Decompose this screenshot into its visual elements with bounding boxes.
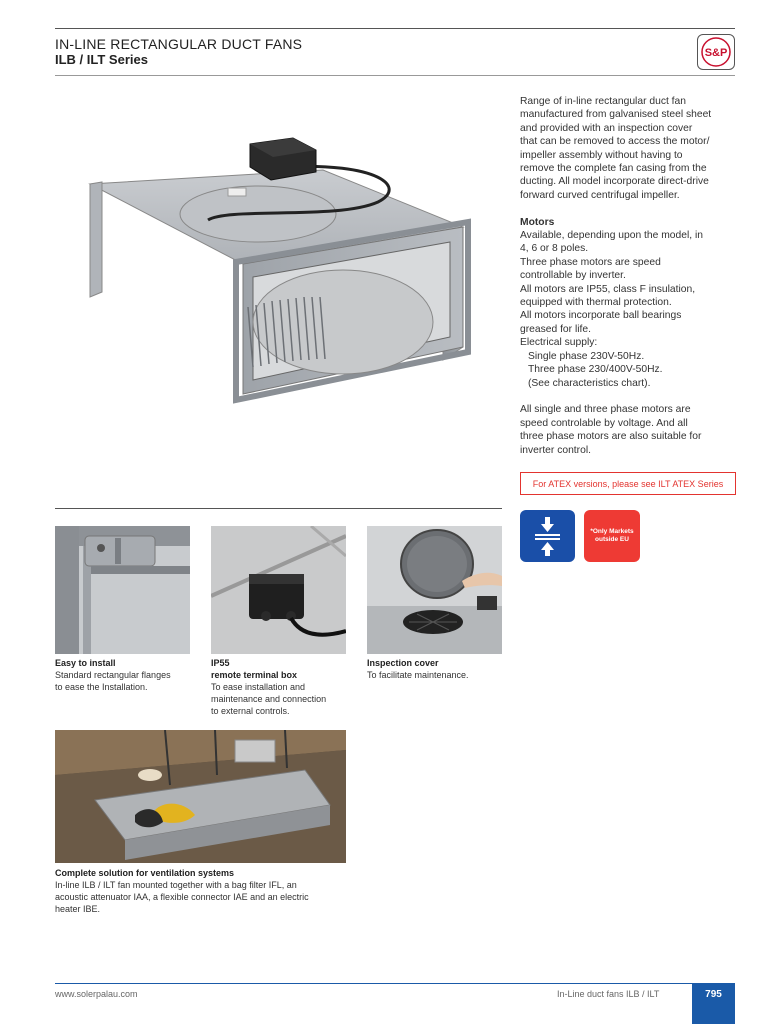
feature-text: To facilitate maintenance. — [367, 670, 469, 680]
closing-line: inverter control. — [520, 444, 591, 456]
supply-line: Three phase 230/400V-50Hz. — [528, 364, 663, 376]
section-rule — [55, 508, 502, 509]
supply-line: (See characteristics chart). — [528, 377, 651, 389]
feature-text: maintenance and connection — [211, 694, 327, 704]
motors-line: All motors are IP55, class F insulation, — [520, 283, 696, 295]
feature-caption-cover — [367, 657, 517, 681]
motors-line: Electrical supply: — [520, 337, 598, 349]
solution-text: acoustic attenuator IAA, a flexible connector IAE and an electric — [55, 892, 309, 902]
inspection-cover-photo — [367, 526, 502, 654]
feature-caption-install — [55, 657, 205, 693]
solution-title: Complete solution for ventilation systems — [55, 868, 235, 878]
footer-rule — [55, 983, 692, 984]
feature-subtitle: remote terminal box — [211, 670, 298, 680]
motors-line: Available, depending upon the model, in — [520, 230, 704, 242]
markets-badge: *Only Markets outside EU — [584, 510, 640, 562]
compact-arrows-icon — [520, 510, 575, 562]
solution-text: heater IBE. — [55, 904, 101, 914]
intro-line: that can be removed to access the motor/ — [520, 136, 710, 148]
motors-heading: Motors — [520, 216, 555, 228]
feature-title: IP55 — [211, 658, 230, 668]
feature-title: Inspection cover — [367, 658, 439, 668]
feature-title: Easy to install — [55, 658, 116, 668]
feature-text: to ease the Installation. — [55, 682, 148, 692]
motors-line: equipped with thermal protection. — [520, 297, 672, 309]
footer-title: In-Line duct fans ILB / ILT — [557, 989, 660, 999]
solution-text: In-line ILB / ILT fan mounted together with a bag filter IFL, an — [55, 880, 297, 890]
motors-line: Three phase motors are speed — [520, 256, 661, 268]
intro-line: and provided with an inspection cover — [520, 122, 693, 134]
solution-caption — [55, 867, 355, 915]
intro-line: manufactured from galvanised steel sheet — [520, 109, 712, 121]
feature-text: to external controls. — [211, 706, 290, 716]
brand-logo — [697, 34, 735, 70]
feature-text: To ease installation and — [211, 682, 306, 692]
intro-line: ducting. All model incorporate direct-drive — [520, 176, 709, 188]
page-title: IN-LINE RECTANGULAR DUCT FANS — [55, 36, 303, 52]
flange-photo — [55, 526, 190, 654]
intro-line: Range of in-line rectangular duct fan — [520, 96, 686, 107]
top-rule — [55, 28, 735, 29]
closing-line: three phase motors are also suitable for — [520, 431, 702, 443]
product-description — [520, 95, 740, 457]
intro-line: remove the complete fan casing from the — [520, 163, 707, 175]
intro-line: forward curved centrifugal impeller. — [520, 189, 680, 201]
page-subtitle: ILB / ILT Series — [55, 52, 148, 67]
intro-line: impeller assembly without having to — [520, 149, 683, 161]
motors-line: 4, 6 or 8 poles. — [520, 243, 589, 255]
feature-text: Standard rectangular flanges — [55, 670, 171, 680]
installation-photo — [55, 730, 346, 863]
footer-url-link[interactable]: www.solerpalau.com — [55, 989, 138, 999]
page-number: 795 — [692, 983, 735, 1024]
motors-line: All motors incorporate ball bearings — [520, 310, 682, 322]
motors-line: controllable by inverter. — [520, 270, 626, 282]
closing-line: speed controlable by voltage. And all — [520, 417, 688, 429]
closing-line: All single and three phase motors are — [520, 404, 691, 416]
svg-text:S&P: S&P — [704, 47, 728, 59]
terminal-box-photo — [211, 526, 346, 654]
atex-note: For ATEX versions, please see ILT ATEX Series — [520, 472, 736, 495]
header-rule — [55, 75, 735, 76]
feature-caption-ip55 — [211, 657, 361, 717]
motors-line: greased for life. — [520, 323, 591, 335]
fan-product-image — [78, 132, 478, 417]
supply-line: Single phase 230V-50Hz. — [528, 350, 645, 362]
